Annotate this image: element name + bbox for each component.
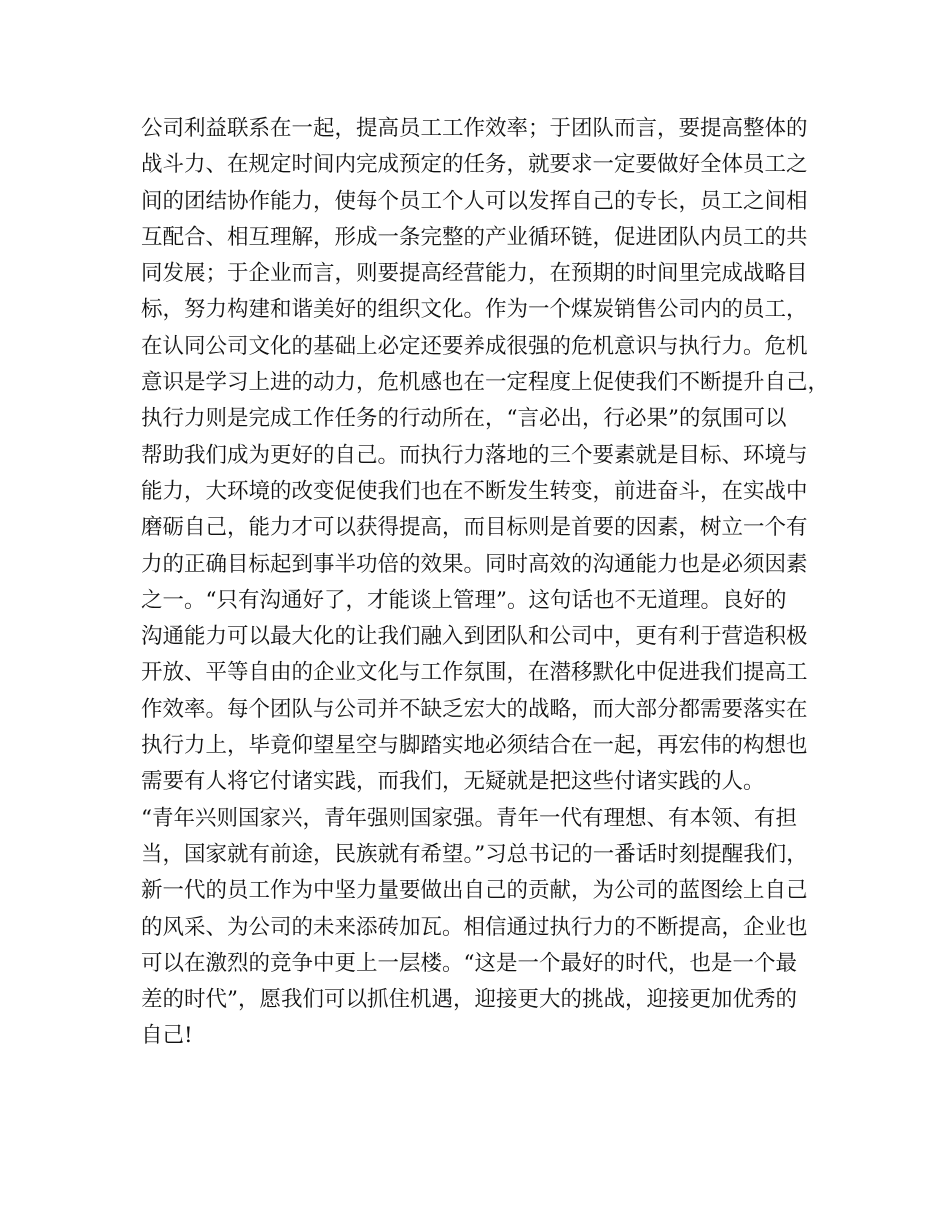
text-line-24: 可以在激烈的竞争中更上一层楼。“这是一个最好的时代，也是一个最 xyxy=(141,950,797,976)
text-line-3: 间的团结协作能力，使每个员工个人可以发挥自己的专长，员工之间相 xyxy=(141,188,808,214)
text-line-1: 公司利益联系在一起，提高员工工作效率；于团队而言，要提高整体的 xyxy=(141,116,808,141)
text-line-16: 开放、平等自由的企业文化与工作氛围，在潜移默化中促进我们提高工 xyxy=(141,660,808,686)
text-line-12: 磨砺自己，能力才可以获得提高，而目标则是首要的因素，树立一个有 xyxy=(141,515,808,541)
text-line-6: 标，努力构建和谐美好的组织文化。作为一个煤炭销售公司内的员工， xyxy=(141,297,808,323)
text-line-21: 当，国家就有前途，民族就有希望。”习总书记的一番话时刻提醒我们， xyxy=(141,841,808,867)
text-line-9: 执行力则是完成工作任务的行动所在，“言必出，行必果”的氛围可以 xyxy=(141,406,787,432)
text-line-8: 意识是学习上进的动力，危机感也在一定程度上促使我们不断提升自己， xyxy=(141,370,830,396)
body-text xyxy=(141,111,830,1055)
text-line-15: 沟通能力可以最大化的让我们融入到团队和公司中，更有利于营造积极 xyxy=(141,624,808,650)
text-line-26: 自己! xyxy=(141,1023,193,1049)
text-line-23: 的风采、为公司的未来添砖加瓦。相信通过执行力的不断提高，企业也 xyxy=(141,914,808,940)
text-line-20: “青年兴则国家兴，青年强则国家强。青年一代有理想、有本领、有担 xyxy=(141,805,797,831)
text-line-25: 差的时代”，愿我们可以抓住机遇，迎接更大的挑战，迎接更加优秀的 xyxy=(141,987,797,1013)
text-line-14: 之一。“只有沟通好了，才能谈上管理”。这句话也不无道理。良好的 xyxy=(141,587,787,613)
text-line-11: 能力，大环境的改变促使我们也在不断发生转变，前进奋斗，在实战中 xyxy=(141,478,808,504)
text-line-7: 在认同公司文化的基础上必定还要养成很强的危机意识与执行力。危机 xyxy=(141,333,808,359)
text-line-19: 需要有人将它付诸实践，而我们，无疑就是把这些付诸实践的人。 xyxy=(141,769,765,795)
text-line-2: 战斗力、在规定时间内完成预定的任务，就要求一定要做好全体员工之 xyxy=(141,152,808,178)
text-line-10: 帮助我们成为更好的自己。而执行力落地的三个要素就是目标、环境与 xyxy=(141,442,808,468)
text-line-4: 互配合、相互理解，形成一条完整的产业循环链，促进团队内员工的共 xyxy=(141,224,808,250)
text-line-13: 力的正确目标起到事半功倍的效果。同时高效的沟通能力也是必须因素 xyxy=(141,551,808,577)
text-line-5: 同发展；于企业而言，则要提高经营能力，在预期的时间里完成战略目 xyxy=(141,261,808,287)
text-line-22: 新一代的员工作为中坚力量要做出自己的贡献，为公司的蓝图绘上自己 xyxy=(141,878,808,904)
text-line-18: 执行力上，毕竟仰望星空与脚踏实地必须结合在一起，再宏伟的构想也 xyxy=(141,733,808,759)
text-line-17: 作效率。每个团队与公司并不缺乏宏大的战略，而大部分都需要落实在 xyxy=(141,696,808,722)
